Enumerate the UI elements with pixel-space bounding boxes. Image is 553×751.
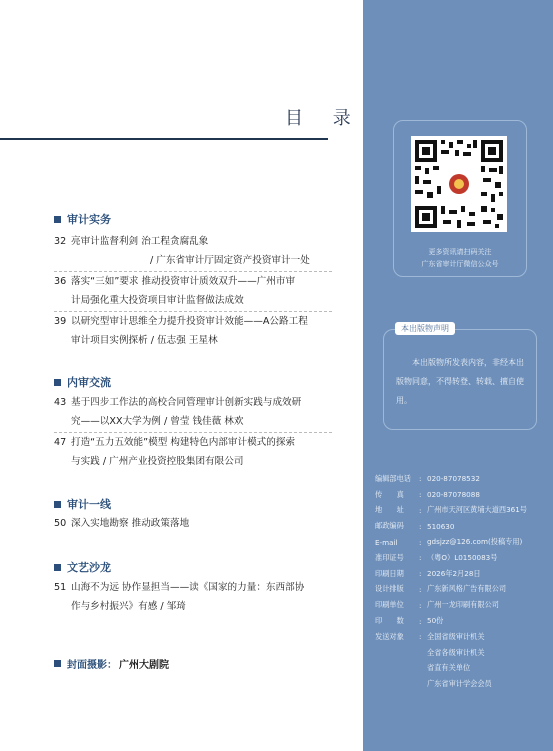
info-label: 准印证号 (375, 552, 404, 562)
entry-page: 51 (54, 582, 67, 593)
toc-entry[interactable] (54, 514, 344, 533)
info-label: 发送对象 (375, 631, 404, 641)
info-value: 广州一龙印刷有限公司 (427, 600, 499, 610)
section-title: 文艺沙龙 (67, 561, 111, 574)
section-heading (54, 211, 111, 227)
info-label: 印 数 (375, 616, 404, 626)
section-square-icon (54, 660, 61, 667)
info-label: 设计排版 (375, 584, 404, 594)
entry-title: 落实“三如”要求 推动投资审计质效双升——广州市审 (71, 276, 296, 287)
section-title: 审计实务 (67, 213, 111, 226)
cover-credit (54, 656, 169, 671)
entry-title: 以研究型审计思维全力提升投资审计效能——A公路工程 (71, 316, 308, 327)
section-title: 审计一线 (67, 498, 111, 511)
info-value: 50份 (427, 616, 444, 626)
qr-caption-line: 更多资讯请扫码关注 (428, 248, 492, 256)
entry-page: 32 (54, 236, 67, 247)
entry-page: 50 (54, 518, 67, 529)
info-row: 传 真 : 020-87078088 (375, 489, 480, 500)
info-label: 编辑部电话 (375, 473, 411, 483)
info-value: （粤O）L0150083号 (427, 552, 498, 562)
entry-title: 山海不为远 协作显担当——读《国家的力量：东西部协 (71, 582, 305, 593)
info-row: 编辑部电话 : 020-87078532 (375, 473, 480, 484)
section-square-icon (54, 501, 61, 508)
entry-title: 打造“五力五效能”模型 构建特色内部审计模式的探索 (71, 437, 296, 448)
info-row: 印刷日期 : 2026年2月28日 (375, 568, 481, 579)
entry-title-cont: 计局强化重大投资项目审计监督做法成效 (71, 295, 244, 306)
info-value: 020-87078532 (427, 474, 480, 484)
entry-page: 47 (54, 437, 67, 448)
info-label: 印刷日期 (375, 568, 404, 578)
toc-entry[interactable] (54, 272, 344, 310)
info-row: 印 数 : 50份 (375, 616, 444, 626)
info-row: 地 址 : 广州市天河区黄埔大道西361号 (375, 505, 527, 515)
title-rule (0, 138, 328, 140)
section-square-icon (54, 564, 61, 571)
qr-caption (393, 246, 527, 270)
toc-entry[interactable] (54, 232, 344, 270)
entry-title: 亮审计监督利剑 治工程贪腐乱象 (71, 236, 209, 247)
section-heading (54, 496, 111, 512)
entry-title-cont: 作与乡村振兴》有感 / 邹琦 (71, 601, 186, 612)
info-row: 邮政编码 : 510630 (375, 521, 455, 531)
qr-code-icon[interactable] (411, 136, 507, 232)
section-square-icon (54, 216, 61, 223)
notice-text: 本出版物所发表内容，非经本出版物同意，不得转登、转载、擅自使用。 (396, 358, 524, 405)
info-row: 设计排版 : 广东新风格广告有限公司 (375, 584, 507, 594)
info-label: 印刷单位 (375, 600, 404, 610)
info-label: 地 址 (375, 505, 404, 515)
entry-title-cont: 与实践 / 广州产业投资控股集团有限公司 (71, 456, 244, 467)
entry-author: / 广东省审计厅固定资产投资审计一处 (150, 255, 310, 266)
info-row: 准印证号 : （粤O）L0150083号 (375, 552, 498, 563)
info-value: 2026年2月28日 (427, 568, 481, 578)
toc-entry[interactable] (54, 312, 344, 350)
entry-title: 基于四步工作法的高校合同管理审计创新实践与成效研 (71, 397, 302, 408)
info-value: 020-87078088 (427, 490, 480, 500)
info-row: 发送对象 : 全国省级审计机关 (375, 631, 485, 642)
info-extra: 省直有关单位 (427, 663, 471, 673)
page-title: 目 录 (285, 108, 363, 129)
cover-value: 广州大剧院 (119, 660, 169, 671)
info-value: 全国省级审计机关 (427, 631, 485, 641)
info-value: 广州市天河区黄埔大道西361号 (427, 505, 527, 515)
info-label: E-mail (375, 537, 398, 547)
toc-entry[interactable] (54, 578, 344, 616)
toc-entry[interactable] (54, 433, 344, 471)
entry-title: 深入实地勘察 推动政策落地 (71, 518, 190, 529)
toc-entry[interactable] (54, 393, 344, 431)
section-heading (54, 559, 111, 575)
entry-page: 36 (54, 276, 67, 287)
publication-info (375, 471, 527, 692)
info-row: 印刷单位 : 广州一龙印刷有限公司 (375, 600, 499, 610)
info-row: E-mail : gdsjzz@126.com(投稿专用) (375, 537, 523, 547)
info-label: 传 真 (375, 489, 404, 499)
entry-title-cont: 究——以XX大学为例 / 曾莹 钱佳薇 林欢 (71, 416, 244, 427)
qr-caption-line: 广东省审计厅微信公众号 (421, 260, 499, 268)
notice-tab: 本出版物声明 (395, 322, 455, 335)
info-label: 邮政编码 (375, 521, 404, 531)
info-value: gdsjzz@126.com(投稿专用) (427, 537, 523, 547)
entry-page: 43 (54, 397, 67, 408)
info-extra: 广东省审计学会会员 (427, 679, 492, 689)
info-extra: 全省各级审计机关 (427, 647, 485, 657)
section-square-icon (54, 379, 61, 386)
section-title: 内审交流 (67, 376, 111, 389)
info-value: 510630 (427, 521, 455, 531)
cover-label: 封面摄影： (67, 660, 117, 671)
entry-title-cont: 审计项目实例探析 / 伍志强 王星林 (71, 335, 218, 346)
section-heading (54, 374, 111, 390)
info-value: 广东新风格广告有限公司 (427, 584, 507, 594)
entry-page: 39 (54, 316, 67, 327)
